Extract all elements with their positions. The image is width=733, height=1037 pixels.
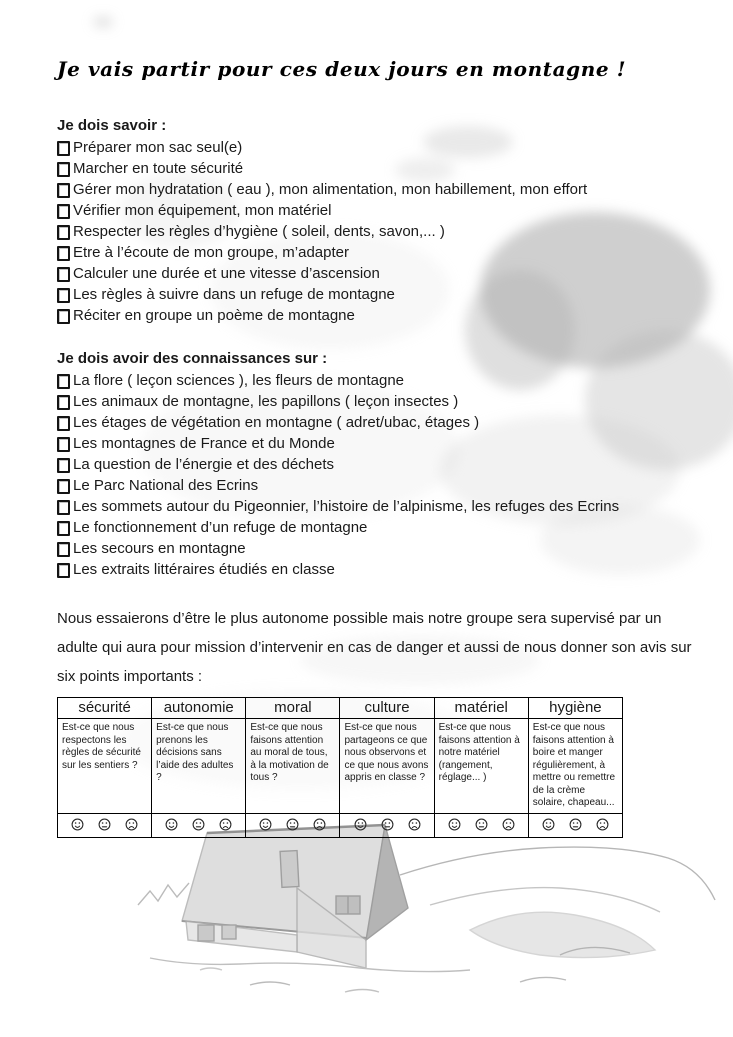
empty-checkbox-icon (57, 267, 70, 282)
sad-face-icon (313, 818, 326, 831)
evaluation-table (57, 697, 623, 838)
checklist-item (57, 370, 703, 391)
happy-face-icon (354, 818, 367, 831)
checklist-item-label: Réciter en groupe un poème de montagne (73, 307, 355, 324)
checklist-item-label: Le Parc National des Ecrins (73, 477, 259, 494)
empty-checkbox-icon (57, 479, 70, 494)
checklist-item-label: Préparer mon sac seul(e) (73, 139, 243, 156)
neutral-face-icon (286, 818, 299, 831)
neutral-face-icon (192, 818, 205, 831)
empty-checkbox-icon (57, 183, 70, 198)
empty-checkbox-icon (57, 246, 70, 261)
hut-pencil-sketch (138, 825, 715, 992)
checklist-item-label: La flore ( leçon sciences ), les fleurs de montagne (73, 372, 405, 389)
connaissances-checklist (57, 370, 703, 580)
empty-checkbox-icon (57, 521, 70, 536)
evaluation-question-cell: Est-ce que nous faisons attention à boire et manger régulièrement, à mettre ou remettre de la crème solaire, chapeau... (528, 719, 622, 814)
empty-checkbox-icon (57, 395, 70, 410)
checklist-item-label: Les montagnes de France et du Monde (73, 435, 335, 452)
evaluation-question-cell: Est-ce que nous faisons attention au moral de tous, à la motivation de tous ? (246, 719, 340, 814)
checklist-item-label: Vérifier mon équipement, mon matériel (73, 202, 332, 219)
checklist-item-label: Gérer mon hydratation ( eau ), mon alimentation, mon habillement, mon effort (73, 181, 588, 198)
section-connaissances-heading: Je dois avoir des connaissances sur : (57, 350, 328, 367)
happy-face-icon (71, 818, 84, 831)
evaluation-question-row (58, 719, 623, 814)
checklist-item (57, 517, 703, 538)
evaluation-smiley-cell (246, 813, 340, 837)
evaluation-question-cell: Est-ce que nous partageons ce que nous observons et ce que nous avons appris en classe ? (340, 719, 434, 814)
neutral-face-icon (569, 818, 582, 831)
happy-face-icon (448, 818, 461, 831)
checklist-item (57, 412, 703, 433)
evaluation-smiley-cell (434, 813, 528, 837)
checklist-item-label: Les secours en montagne (73, 540, 246, 557)
empty-checkbox-icon (57, 374, 70, 389)
checklist-item-label: Marcher en toute sécurité (73, 160, 244, 177)
evaluation-smiley-cell (340, 813, 434, 837)
evaluation-smiley-cell (152, 813, 246, 837)
checklist-item (57, 454, 703, 475)
empty-checkbox-icon (57, 416, 70, 431)
checklist-item (57, 559, 703, 580)
sad-face-icon (219, 818, 232, 831)
sad-face-icon (125, 818, 138, 831)
empty-checkbox-icon (57, 225, 70, 240)
checklist-item (57, 242, 703, 263)
empty-checkbox-icon (57, 563, 70, 578)
empty-checkbox-icon (57, 309, 70, 324)
sad-face-icon (502, 818, 515, 831)
evaluation-column-header: matériel (434, 698, 528, 719)
evaluation-column-header: culture (340, 698, 434, 719)
neutral-face-icon (475, 818, 488, 831)
checklist-item (57, 305, 703, 326)
checklist-item (57, 158, 703, 179)
evaluation-header-row (58, 698, 623, 719)
empty-checkbox-icon (57, 542, 70, 557)
checklist-item (57, 475, 703, 496)
happy-face-icon (259, 818, 272, 831)
empty-checkbox-icon (57, 288, 70, 303)
checklist-item (57, 179, 703, 200)
empty-checkbox-icon (57, 141, 70, 156)
checklist-item (57, 137, 703, 158)
checklist-item (57, 200, 703, 221)
section-savoir-heading: Je dois savoir : (57, 117, 167, 134)
checklist-item (57, 496, 703, 517)
checklist-item-label: Calculer une durée et une vitesse d’ascension (73, 265, 380, 282)
empty-checkbox-icon (57, 162, 70, 177)
sad-face-icon (596, 818, 609, 831)
empty-checkbox-icon (57, 437, 70, 452)
checklist-item-label: Les extraits littéraires étudiés en classe (73, 561, 335, 578)
evaluation-question-cell: Est-ce que nous respectons les règles de sécurité sur les sentiers ? (58, 719, 152, 814)
checklist-item-label: Les sommets autour du Pigeonnier, l’histoire de l’alpinisme, les refuges des Ecrins (73, 498, 620, 515)
checklist-item (57, 263, 703, 284)
checklist-item (57, 284, 703, 305)
evaluation-question-cell: Est-ce que nous prenons les décisions sans l’aide des adultes ? (152, 719, 246, 814)
checklist-item-label: Les étages de végétation en montagne ( adret/ubac, étages ) (73, 414, 480, 431)
evaluation-question-cell: Est-ce que nous faisons attention à notre matériel (rangement, réglage... ) (434, 719, 528, 814)
checklist-item (57, 538, 703, 559)
evaluation-smiley-cell (528, 813, 622, 837)
checklist-item-label: Respecter les règles d’hygiène ( soleil, dents, savon,... ) (73, 223, 445, 240)
intro-paragraph: Nous essaierons d’être le plus autonome possible mais notre groupe sera supervisé par un adulte qui aura pour mission d’intervenir en cas de danger et aussi de nous donner son avis sur six points importants : (57, 610, 692, 685)
evaluation-column-header: autonomie (152, 698, 246, 719)
empty-checkbox-icon (57, 500, 70, 515)
checklist-item-label: Le fonctionnement d’un refuge de montagne (73, 519, 368, 536)
happy-face-icon (542, 818, 555, 831)
checklist-item-label: Etre à l’écoute de mon groupe, m’adapter (73, 244, 349, 261)
sad-face-icon (408, 818, 421, 831)
empty-checkbox-icon (57, 204, 70, 219)
savoir-checklist (57, 137, 703, 326)
evaluation-smiley-cell (58, 813, 152, 837)
checklist-item-label: Les règles à suivre dans un refuge de montagne (73, 286, 395, 303)
page-title: Je vais partir pour ces deux jours en montagne ! (57, 57, 627, 81)
evaluation-column-header: sécurité (58, 698, 152, 719)
checklist-item (57, 221, 703, 242)
evaluation-smiley-row (58, 813, 623, 837)
checklist-item (57, 433, 703, 454)
happy-face-icon (165, 818, 178, 831)
neutral-face-icon (381, 818, 394, 831)
checklist-item (57, 391, 703, 412)
checklist-item-label: Les animaux de montagne, les papillons ( leçon insectes ) (73, 393, 459, 410)
evaluation-column-header: hygiène (528, 698, 622, 719)
checklist-item-label: La question de l’énergie et des déchets (73, 456, 335, 473)
evaluation-column-header: moral (246, 698, 340, 719)
neutral-face-icon (98, 818, 111, 831)
empty-checkbox-icon (57, 458, 70, 473)
